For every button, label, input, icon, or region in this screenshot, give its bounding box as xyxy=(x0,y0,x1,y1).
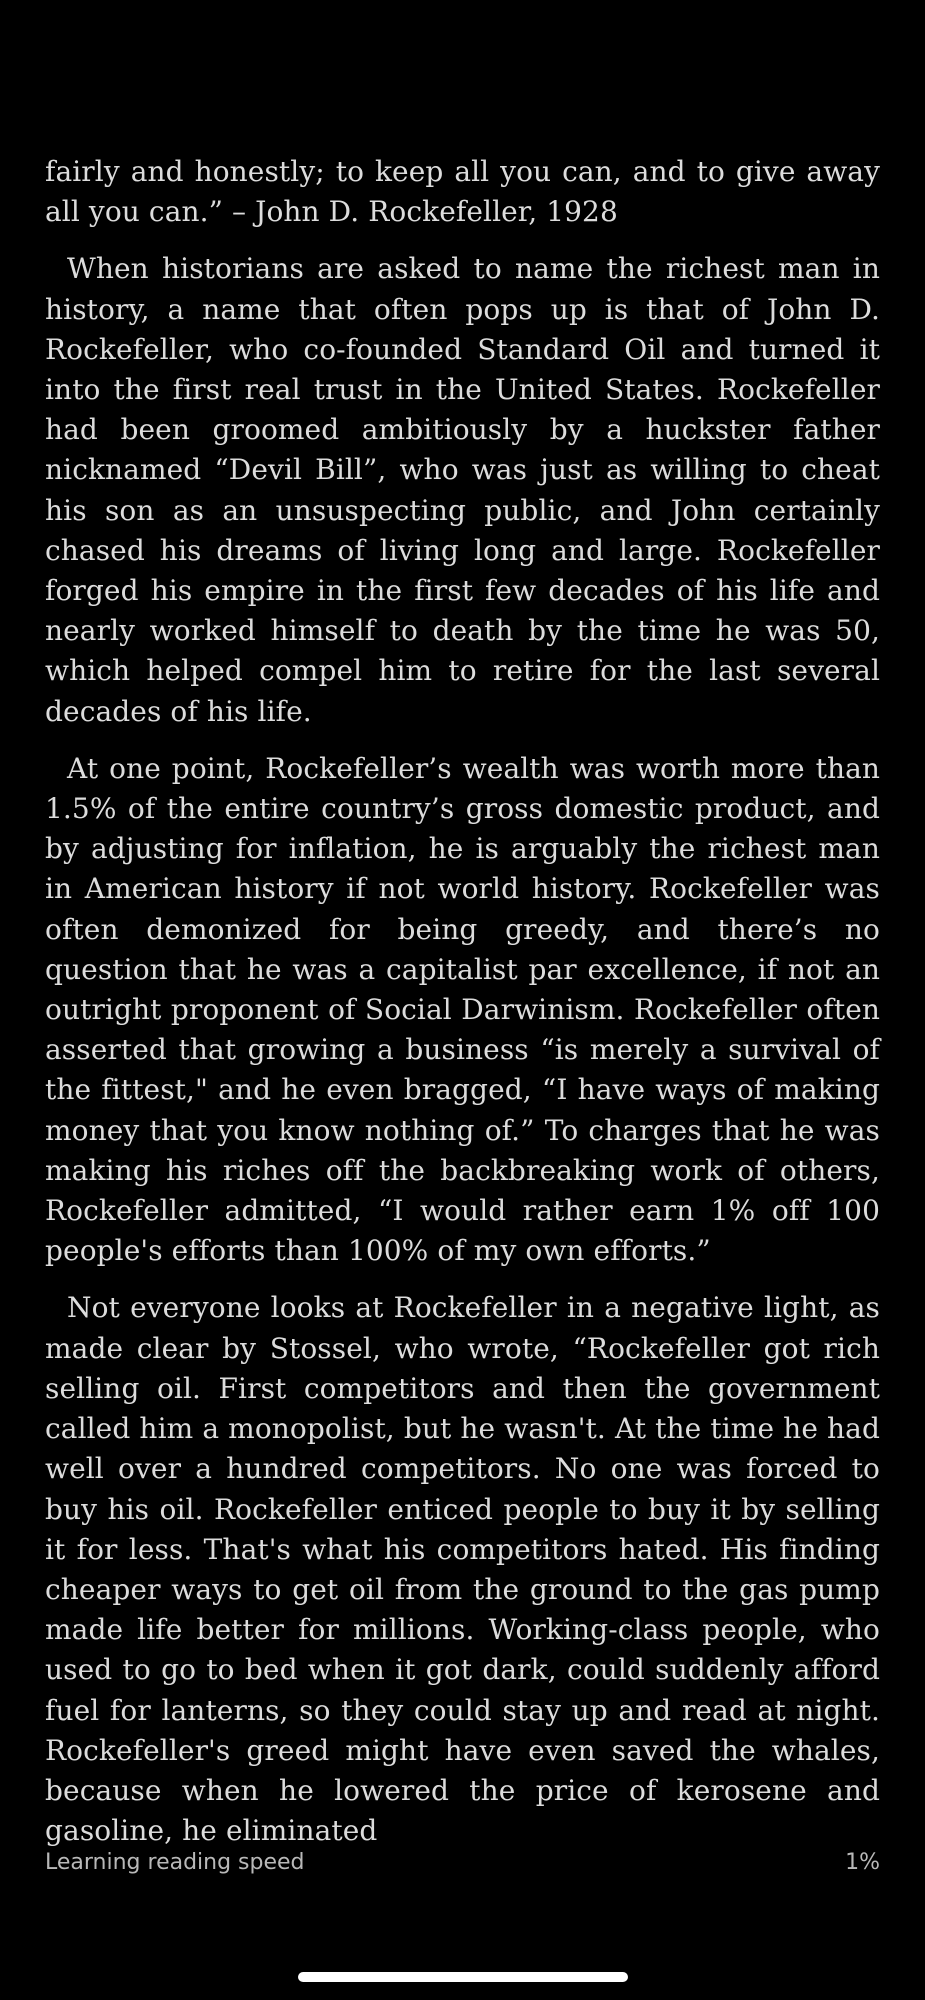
paragraph-rockefeller-wealth: At one point, Rockefeller’s wealth was worth more than 1.5% of the entire country’s gross domestic product, and by adjusting for inflation, he is arguably the richest man in American history if not world history. Rockefeller was often demonized for being greedy, and there’s no question that he was a capitalist par excellence, if not an outright proponent of Social Darwinism. Rockefeller often asserted that growing a business “is merely a survival of the fittest," and he even bragged, “I have ways of making money that you know nothing of.” To charges that he was making his riches off the backbreaking work of others, Rockefeller admitted, “I would rather earn 1% off 100 people's efforts than 100% of my own efforts.” xyxy=(45,751,880,1268)
progress-percentage[interactable]: 1% xyxy=(845,1850,880,1875)
home-indicator[interactable] xyxy=(298,1972,628,1982)
paragraph-rockefeller-intro: When historians are asked to name the richest man in history, a name that often pops up is that of John D. Rockefeller, who co-founded Standard Oil and turned it into the first real trust in the United States. Rockefeller had been groomed ambitiously by a huckster father nicknamed “Devil Bill”, who was just as willing to cheat his son as an unsuspecting public, and John certainly chased his dreams of living long and large. Rockefeller forged his empire in the first few decades of his life and nearly worked himself to death by the time he was 50, which helped compel him to retire for the last several decades of his life. xyxy=(45,252,880,728)
reading-speed-status[interactable]: Learning reading speed xyxy=(45,1850,305,1875)
paragraph-stossel-quote: Not everyone looks at Rockefeller in a negative light, as made clear by Stossel, who wrote, “Rockefeller got rich selling oil. First competitors and then the government called him a monopolist, but he wasn't. At the time he had well over a hundred competitors. No one was forced to buy his oil. Rockefeller enticed people to buy it by selling it for less. That's what his competitors hated. His finding cheaper ways to get oil from the ground to the gas pump made life better for millions. Working-class people, who used to go to bed when it got dark, could suddenly afford fuel for lanterns, so they could stay up and read at night. Rockefeller's greed might have even saved the whales, because when he lowered the price of kerosene and gasoline, he eliminated xyxy=(45,1291,880,1848)
paragraph-continuation: fairly and honestly; to keep all you can, and to give away all you can.” – John D. Rockefeller, 1928 xyxy=(45,155,880,229)
reader-page[interactable] xyxy=(45,152,880,1868)
reader-footer xyxy=(45,1850,880,1884)
